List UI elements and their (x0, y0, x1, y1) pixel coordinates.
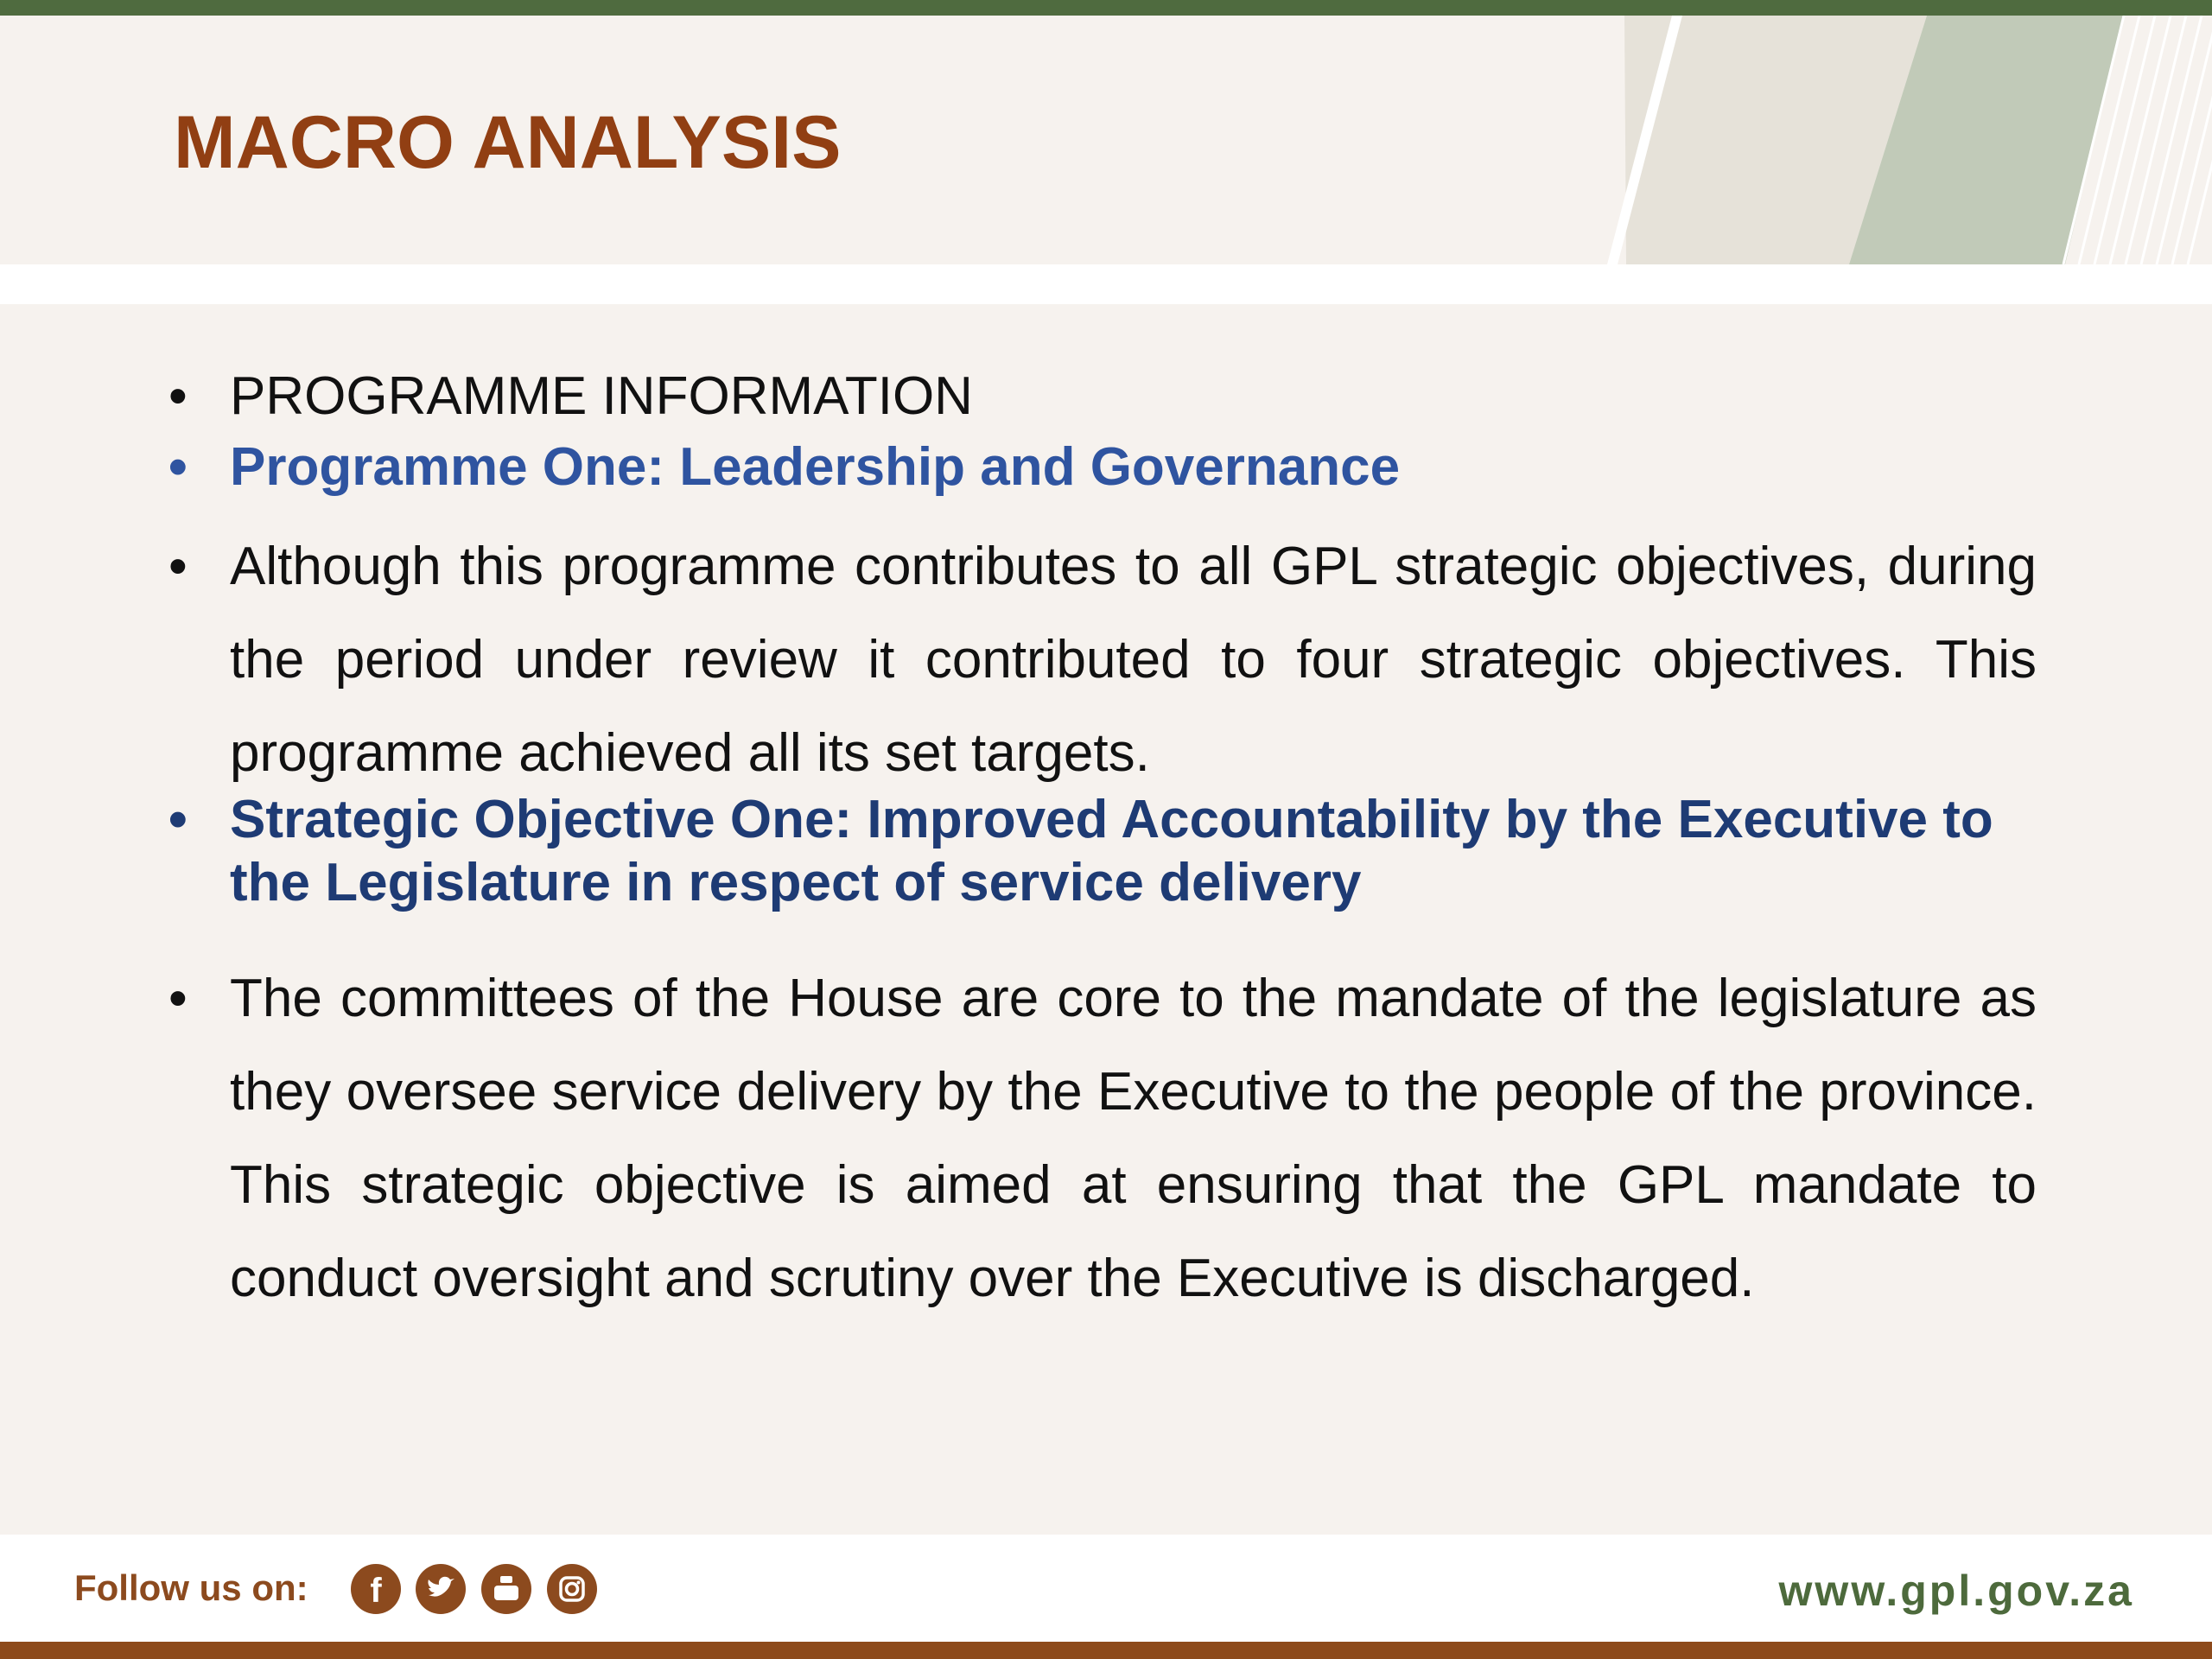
slide-title: MACRO ANALYSIS (174, 101, 842, 184)
bullet-dot: • (168, 537, 188, 596)
bullet-text: Strategic Objective One: Improved Accountability by the Executive to the Legislature in respect of service delivery (230, 790, 1993, 912)
bullet-dot: • (168, 790, 188, 849)
facebook-icon[interactable] (351, 1564, 401, 1614)
bullet-dot: • (168, 969, 188, 1028)
bullet-dot: • (168, 437, 188, 497)
twitter-icon[interactable] (416, 1564, 466, 1614)
bullet-text: Although this programme contributes to all GPL strategic objectives, during the period under review it contributed to four strategic objectives. This programme achieved all its set targets. (230, 537, 2037, 783)
bullet-committees-description (168, 952, 2037, 1325)
bullet-programme-one (168, 432, 2037, 503)
website-link[interactable]: www.gpl.gov.za (1778, 1567, 2134, 1615)
svg-text:f: f (370, 1572, 382, 1610)
bullet-text: Programme One: Leadership and Governance (230, 437, 1401, 497)
bullet-programme-summary (168, 520, 2037, 800)
bullet-dot: • (168, 366, 188, 426)
instagram-icon[interactable] (547, 1564, 597, 1614)
bullet-strategic-objective-one (168, 788, 2037, 914)
youtube-icon[interactable] (481, 1564, 531, 1614)
slide-header (0, 16, 2212, 264)
bullet-text: The committees of the House are core to the mandate of the legislature as they oversee service delivery by the Executive to the people of the province. This strategic objective is aimed at ensuring that the GPL mandate to conduct oversight and scrutiny over the Executive is discharged. (230, 969, 2037, 1308)
bullet-programme-information (168, 361, 2037, 432)
bottom-accent-bar (0, 1642, 2212, 1659)
bullet-list (168, 361, 2037, 1325)
top-accent-bar (0, 0, 2212, 16)
follow-us-label: Follow us on: (74, 1567, 308, 1608)
bullet-text: PROGRAMME INFORMATION (230, 366, 973, 426)
slide-footer (0, 1535, 2212, 1642)
